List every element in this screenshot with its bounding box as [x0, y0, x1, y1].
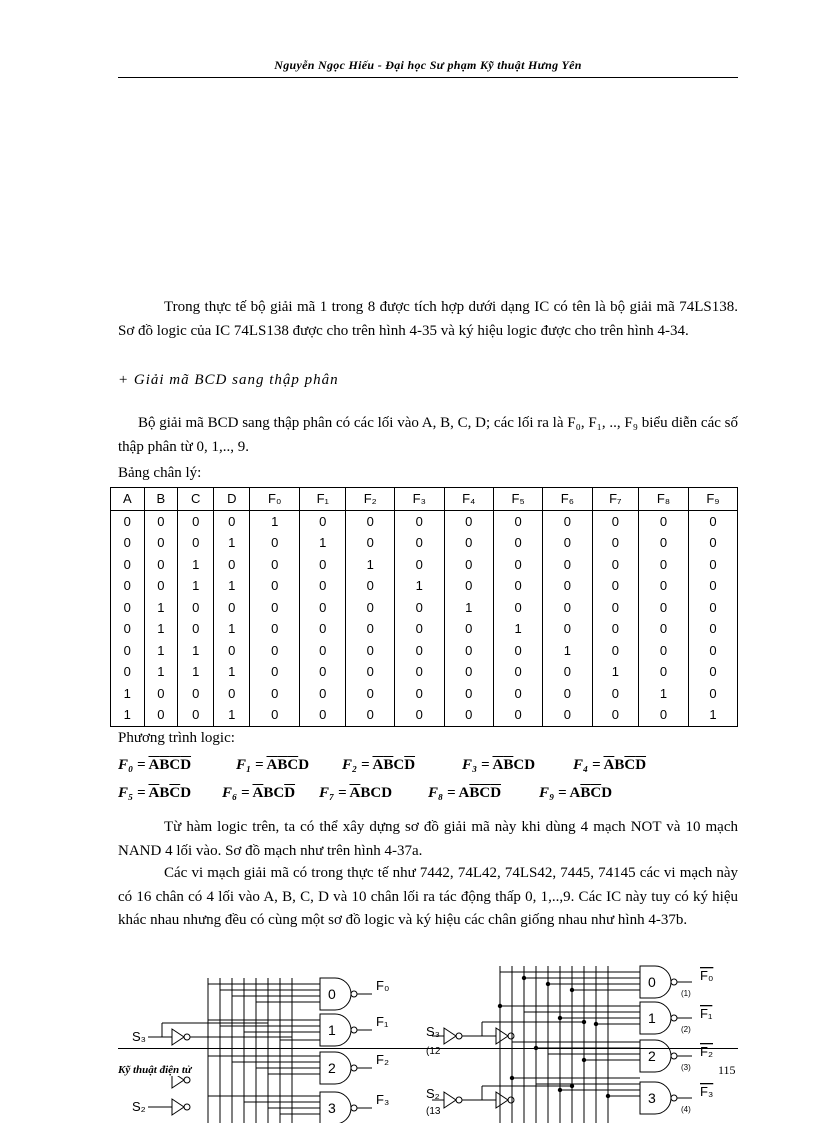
table-cell: 0 — [178, 704, 214, 726]
table-cell: 0 — [444, 618, 493, 640]
col-header: F₄ — [444, 488, 493, 511]
term: $\overline{B}$ — [580, 785, 591, 801]
table-cell: 1 — [144, 618, 178, 640]
table-cell: 0 — [111, 575, 145, 597]
table-cell: 1 — [178, 554, 214, 576]
left-input-s2: S₂ — [132, 1099, 146, 1114]
table-cell: 0 — [592, 704, 639, 726]
table-cell: 0 — [395, 704, 444, 726]
table-cell: 0 — [543, 532, 592, 554]
table-cell: 1 — [214, 532, 250, 554]
footer-rule — [118, 1048, 738, 1049]
term: D — [524, 757, 536, 773]
table-cell: 0 — [346, 683, 395, 705]
table-cell: 0 — [346, 640, 395, 662]
paragraph-circuit-build: Từ hàm logic trên, ta có thể xây dựng sơ đồ giải mã này khi dùng 4 mạch NOT và 10 mạch NAND 4 lối vào. Sơ đồ mạch như trên hình 4-37a. — [118, 819, 738, 859]
table-cell: 0 — [178, 532, 214, 554]
equation-f5 — [118, 785, 191, 802]
table-cell: 0 — [688, 661, 737, 683]
table-cell: 1 — [346, 554, 395, 576]
right-output-label: F₀ — [700, 968, 714, 983]
term: D — [381, 785, 393, 801]
table-cell: 0 — [639, 597, 689, 619]
section-heading-bcd: + Giải mã BCD sang thập phân — [118, 372, 339, 388]
truth-table — [110, 487, 738, 727]
truth-table-header-row — [111, 488, 738, 511]
left-gate-label: 2 — [328, 1060, 336, 1076]
table-cell: 1 — [214, 575, 250, 597]
paragraph-ic-list: Các vi mạch giải mã có trong thực tế như 7442, 74L42, 74LS42, 7445, 74145 các vi mạch này có 16 chân có 4 lối vào A, B, C, D và 10 chân lối ra tác động thấp 0, 1,..,9. Các IC này tuy có ký hiệu khác nhau nhưng đều có cùng một sơ đồ logic và ký hiệu các chân giống nhau như hình 4-37b. — [118, 865, 738, 928]
right-gate-label: 1 — [648, 1010, 656, 1026]
term: $\overline{A}$ — [252, 785, 264, 801]
table-cell: 0 — [111, 640, 145, 662]
table-cell: 0 — [300, 575, 346, 597]
table-cell: 0 — [444, 554, 493, 576]
table-cell: 0 — [688, 640, 737, 662]
table-cell: 1 — [250, 510, 300, 532]
equation-lhs: F₄ = — [573, 757, 601, 773]
decoder-circuit-diagram — [110, 960, 750, 1123]
term: $\overline{B}$ — [383, 757, 394, 773]
header-rule — [118, 77, 738, 78]
table-row — [111, 683, 738, 705]
table-cell: 0 — [395, 661, 444, 683]
col-header: D — [214, 488, 250, 511]
term: $\overline{B}$ — [503, 757, 514, 773]
table-cell: 0 — [592, 532, 639, 554]
term: $\overline{C}$ — [287, 757, 299, 773]
paragraph-bcd-intro: Bộ giải mã BCD sang thập phân có các lối vào A, B, C, D; các lối ra là F₀, F₁, .., F₉ biểu diễn các số thập phân từ 0, 1,.., 9. — [118, 415, 738, 455]
table-cell: 0 — [178, 510, 214, 532]
col-header: F₆ — [543, 488, 592, 511]
term: $\overline{D}$ — [490, 785, 502, 801]
table-cell: 0 — [395, 532, 444, 554]
table-cell: 0 — [444, 683, 493, 705]
table-cell: 1 — [493, 618, 542, 640]
equation-f7 — [319, 785, 392, 802]
right-output-label: F₃ — [700, 1084, 714, 1099]
term: $\overline{D}$ — [284, 785, 296, 801]
table-cell: 0 — [592, 618, 639, 640]
right-gate-label: 2 — [648, 1048, 656, 1064]
table-cell: 0 — [444, 532, 493, 554]
table-cell: 0 — [639, 554, 689, 576]
table-cell: 1 — [444, 597, 493, 619]
table-cell: 0 — [395, 683, 444, 705]
table-cell: 0 — [144, 532, 178, 554]
table-row — [111, 532, 738, 554]
term: $\overline{B}$ — [277, 757, 288, 773]
term: $\overline{A}$ — [603, 757, 615, 773]
equation-f6 — [222, 785, 295, 802]
table-cell: 0 — [178, 597, 214, 619]
right-gate-label: 0 — [648, 974, 656, 990]
right-input-pin: (12 — [426, 1046, 441, 1057]
table-cell: 0 — [395, 640, 444, 662]
table-cell: 0 — [250, 704, 300, 726]
table-cell: 0 — [300, 554, 346, 576]
left-gate-label: 1 — [328, 1022, 336, 1038]
right-pin-number: (1) — [681, 989, 691, 998]
table-cell: 0 — [214, 554, 250, 576]
term: $\overline{C}$ — [479, 785, 491, 801]
right-pin-number: (2) — [681, 1025, 691, 1034]
table-cell: 0 — [250, 640, 300, 662]
table-cell: 0 — [639, 510, 689, 532]
table-cell: 0 — [688, 597, 737, 619]
table-cell: 0 — [639, 640, 689, 662]
table-cell: 0 — [214, 640, 250, 662]
table-cell: 0 — [144, 510, 178, 532]
term: D — [180, 785, 192, 801]
table-cell: 0 — [111, 532, 145, 554]
table-cell: 1 — [300, 532, 346, 554]
table-cell: 0 — [543, 661, 592, 683]
term: B — [159, 785, 170, 801]
table-cell: 0 — [346, 575, 395, 597]
paragraph-74ls138: Trong thực tế bộ giải mã 1 trong 8 được tích hợp dưới dạng IC có tên là bộ giải mã 74LS138. Sơ đồ logic của IC 74LS138 được cho trên hình 4-35 và ký hiệu logic được cho trên hình 4-34. — [118, 299, 738, 339]
equation-lhs: F₃ = — [462, 757, 490, 773]
table-cell: 0 — [493, 683, 542, 705]
table-cell: 1 — [639, 683, 689, 705]
table-row — [111, 661, 738, 683]
col-header: F₅ — [493, 488, 542, 511]
table-cell: 0 — [346, 704, 395, 726]
table-cell: 0 — [592, 575, 639, 597]
term: C — [370, 785, 382, 801]
equation-f1 — [236, 757, 309, 774]
table-cell: 0 — [444, 510, 493, 532]
col-header: F₁ — [300, 488, 346, 511]
table-cell: 0 — [639, 704, 689, 726]
term: $\overline{A}$ — [266, 757, 278, 773]
table-cell: 0 — [111, 510, 145, 532]
table-cell: 0 — [688, 618, 737, 640]
term: A — [569, 785, 581, 801]
table-cell: 0 — [688, 554, 737, 576]
table-cell: 0 — [493, 661, 542, 683]
truth-table-label: Bảng chân lý: — [118, 465, 202, 481]
equation-lhs: F₈ = — [428, 785, 456, 801]
term: $\overline{D}$ — [404, 757, 416, 773]
left-output-label: F₂ — [376, 1052, 389, 1067]
equation-f9 — [539, 785, 612, 802]
term: $\overline{B}$ — [159, 757, 170, 773]
right-input-pin: (13 — [426, 1106, 441, 1117]
truth-table-body — [111, 510, 738, 726]
table-cell: 1 — [214, 704, 250, 726]
right-input-s2: S₂ — [426, 1086, 440, 1101]
equation-lhs: F₂ = — [342, 757, 370, 773]
table-cell: 1 — [395, 575, 444, 597]
table-cell: 0 — [144, 704, 178, 726]
term: $\overline{C}$ — [590, 785, 602, 801]
table-cell: 0 — [300, 661, 346, 683]
table-cell: 0 — [250, 618, 300, 640]
footer-left-text: Kỹ thuật điện tử — [118, 1064, 196, 1076]
table-cell: 0 — [493, 532, 542, 554]
table-cell: 0 — [111, 554, 145, 576]
table-row — [111, 510, 738, 532]
table-row — [111, 575, 738, 597]
table-cell: 0 — [250, 683, 300, 705]
col-header: F₇ — [592, 488, 639, 511]
left-gate-label: 3 — [328, 1100, 336, 1116]
table-cell: 0 — [493, 510, 542, 532]
right-output-label: F₁ — [700, 1006, 713, 1021]
table-cell: 0 — [300, 683, 346, 705]
table-cell: 0 — [639, 661, 689, 683]
table-cell: 1 — [144, 640, 178, 662]
table-cell: 0 — [395, 618, 444, 640]
term: $\overline{A}$ — [349, 785, 361, 801]
table-cell: 0 — [543, 683, 592, 705]
table-cell: 1 — [543, 640, 592, 662]
col-header: B — [144, 488, 178, 511]
equation-f3 — [462, 757, 535, 774]
term: A — [458, 785, 470, 801]
equation-f4 — [573, 757, 646, 774]
table-cell: 0 — [543, 575, 592, 597]
table-cell: 0 — [346, 510, 395, 532]
term: D — [298, 757, 310, 773]
col-header: C — [178, 488, 214, 511]
table-cell: 0 — [493, 704, 542, 726]
table-cell: 0 — [346, 597, 395, 619]
left-output-label: F₃ — [376, 1092, 390, 1107]
equation-lhs: F₅ = — [118, 785, 146, 801]
table-cell: 0 — [346, 532, 395, 554]
table-row — [111, 554, 738, 576]
table-cell: 0 — [592, 597, 639, 619]
table-cell: 1 — [111, 683, 145, 705]
table-cell: 0 — [250, 661, 300, 683]
table-cell: 0 — [300, 510, 346, 532]
table-cell: 0 — [543, 554, 592, 576]
table-cell: 0 — [444, 704, 493, 726]
term: C — [513, 757, 525, 773]
table-cell: 0 — [300, 640, 346, 662]
table-cell: 1 — [144, 661, 178, 683]
table-cell: 0 — [144, 575, 178, 597]
equation-lhs: F₀ = — [118, 757, 146, 773]
col-header: F₂ — [346, 488, 395, 511]
right-input-s3: S₃ — [426, 1024, 440, 1039]
table-cell: 0 — [250, 597, 300, 619]
table-cell: 0 — [543, 618, 592, 640]
equation-lhs: F₁ = — [236, 757, 264, 773]
left-output-label: F₀ — [376, 978, 390, 993]
table-cell: 0 — [688, 575, 737, 597]
table-cell: 0 — [144, 683, 178, 705]
table-cell: 0 — [346, 661, 395, 683]
table-cell: 0 — [493, 554, 542, 576]
table-cell: 0 — [250, 575, 300, 597]
term: $\overline{B}$ — [469, 785, 480, 801]
table-cell: 0 — [688, 683, 737, 705]
page-header: Nguyễn Ngọc Hiếu - Đại học Sư phạm Kỹ thuật Hưng Yên — [274, 58, 582, 72]
table-cell: 0 — [178, 683, 214, 705]
term: $\overline{D}$ — [180, 757, 192, 773]
table-cell: 0 — [300, 618, 346, 640]
table-cell: 0 — [214, 597, 250, 619]
table-cell: 0 — [493, 597, 542, 619]
table-cell: 0 — [346, 618, 395, 640]
table-cell: 0 — [639, 532, 689, 554]
term: $\overline{D}$ — [635, 757, 647, 773]
left-output-label: F₁ — [376, 1014, 389, 1029]
col-header: F₀ — [250, 488, 300, 511]
equation-lhs: F₇ = — [319, 785, 347, 801]
table-cell: 0 — [111, 597, 145, 619]
table-cell: 0 — [250, 554, 300, 576]
table-cell: 0 — [592, 640, 639, 662]
table-cell: 0 — [444, 575, 493, 597]
table-cell: 0 — [214, 683, 250, 705]
table-cell: 1 — [144, 597, 178, 619]
equation-f2 — [342, 757, 415, 774]
equation-f8 — [428, 785, 501, 802]
table-cell: 0 — [178, 618, 214, 640]
table-cell: 1 — [111, 704, 145, 726]
col-header: F₃ — [395, 488, 444, 511]
table-cell: 0 — [592, 683, 639, 705]
term: $\overline{A}$ — [148, 785, 160, 801]
table-cell: 0 — [592, 554, 639, 576]
term: B — [263, 785, 274, 801]
page-number: 115 — [718, 1063, 736, 1077]
table-cell: 1 — [592, 661, 639, 683]
table-cell: 0 — [111, 618, 145, 640]
table-cell: 0 — [250, 532, 300, 554]
term: $\overline{A}$ — [492, 757, 504, 773]
term: $\overline{C}$ — [624, 757, 636, 773]
table-cell: 0 — [444, 640, 493, 662]
table-cell: 0 — [111, 661, 145, 683]
table-cell: 0 — [543, 704, 592, 726]
table-cell: 0 — [395, 554, 444, 576]
equations-label: Phương trình logic: — [118, 730, 235, 746]
term: C — [393, 757, 405, 773]
table-cell: 0 — [444, 661, 493, 683]
table-cell: 0 — [688, 510, 737, 532]
term: $\overline{A}$ — [372, 757, 384, 773]
term: B — [360, 785, 371, 801]
table-cell: 0 — [688, 532, 737, 554]
table-cell: 1 — [214, 661, 250, 683]
table-cell: 0 — [639, 575, 689, 597]
table-cell: 0 — [395, 597, 444, 619]
term: B — [614, 757, 625, 773]
equation-lhs: F₉ = — [539, 785, 567, 801]
table-row — [111, 618, 738, 640]
right-gate-label: 3 — [648, 1090, 656, 1106]
right-pin-number: (4) — [681, 1105, 691, 1114]
col-header: A — [111, 488, 145, 511]
table-cell: 0 — [214, 510, 250, 532]
term: $\overline{C}$ — [169, 785, 181, 801]
term: $\overline{C}$ — [169, 757, 181, 773]
table-cell: 0 — [493, 575, 542, 597]
table-cell: 1 — [178, 575, 214, 597]
table-cell: 0 — [144, 554, 178, 576]
term: D — [601, 785, 613, 801]
table-cell: 0 — [639, 618, 689, 640]
table-cell: 0 — [592, 510, 639, 532]
table-cell: 1 — [214, 618, 250, 640]
table-cell: 1 — [178, 640, 214, 662]
col-header: F₈ — [639, 488, 689, 511]
right-pin-number: (3) — [681, 1063, 691, 1072]
table-cell: 0 — [300, 597, 346, 619]
right-output-label: F₂ — [700, 1044, 713, 1059]
table-cell: 0 — [493, 640, 542, 662]
table-cell: 0 — [395, 510, 444, 532]
equation-lhs: F₆ = — [222, 785, 250, 801]
table-row — [111, 640, 738, 662]
table-cell: 1 — [178, 661, 214, 683]
table-cell: 1 — [688, 704, 737, 726]
equation-f0 — [118, 757, 191, 774]
table-cell: 0 — [543, 510, 592, 532]
table-cell: 0 — [300, 704, 346, 726]
table-row — [111, 704, 738, 726]
term: $\overline{A}$ — [148, 757, 160, 773]
term: C — [273, 785, 285, 801]
left-gate-label: 0 — [328, 986, 336, 1002]
table-cell: 0 — [543, 597, 592, 619]
left-input-s3: S₃ — [132, 1029, 146, 1044]
table-row — [111, 597, 738, 619]
col-header: F₉ — [688, 488, 737, 511]
